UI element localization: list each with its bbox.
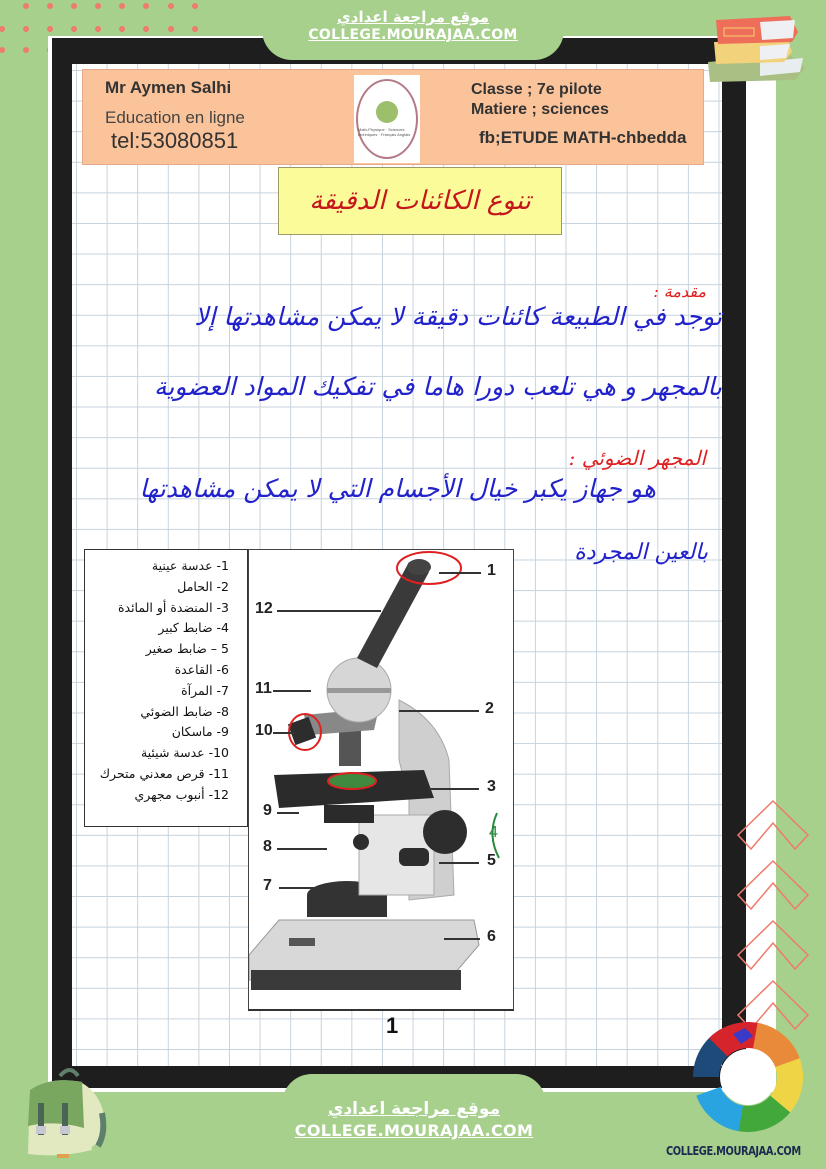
telephone: tel:53080851 <box>111 128 239 153</box>
legend-item: 7- المرآة <box>181 682 229 698</box>
microscope-def-line-1: هو جهاز يكبر خيال الأجسام التي لا يمكن مشاهدتها <box>139 474 656 503</box>
chevron-up-icon <box>733 853 813 913</box>
chevron-up-icon <box>733 793 813 853</box>
legend-item: 4- ضابط كبير <box>158 620 229 636</box>
microscope-illustration <box>249 550 514 1011</box>
header-block <box>82 69 704 165</box>
legend-item: 12- أنبوب مجهري <box>134 786 229 802</box>
diagram-label-10: 10 <box>255 722 273 739</box>
site-link[interactable]: COLLEGE.MOURAJAA.COM <box>294 1121 534 1140</box>
legend-item: 10- عدسة شيئية <box>140 745 229 761</box>
parts-legend <box>84 549 248 827</box>
site-name-arabic[interactable]: موقع مراجعة اعدادي <box>327 1099 501 1119</box>
diagram-label-4: 4 <box>489 824 498 841</box>
class-label: Classe ; 7e pilote <box>471 81 602 98</box>
intro-line-2: بالمجهر و هي تلعب دورا هاما في تفكيك المواد العضوية <box>154 372 722 401</box>
teacher-name: Mr Aymen Salhi <box>105 78 232 97</box>
facebook-label: fb;ETUDE MATH-chbedda <box>479 128 687 147</box>
backpack-icon <box>10 1058 110 1158</box>
legend-item: 2- الحامل <box>177 578 229 594</box>
education-label: Education en ligne <box>105 108 245 127</box>
subject-label: Matiere ; sciences <box>471 101 609 118</box>
site-link[interactable]: COLLEGE.MOURAJAA.COM <box>308 27 518 43</box>
legend-item: 11- قرص معدني متحرك <box>99 765 229 781</box>
microscope-diagram <box>248 549 514 1011</box>
legend-item: 9- ماسكان <box>171 724 229 740</box>
microscope-heading: المجهر الضوئي : <box>568 446 706 470</box>
footer-logo-text: COLLEGE.MOURAJAA.COM <box>666 1144 801 1158</box>
intro-line-1: توجد في الطبيعة كائنات دقيقة لا يمكن مشاهدتها إلا <box>194 302 722 331</box>
chevron-up-icon <box>733 913 813 973</box>
diagram-label-6: 6 <box>487 928 496 945</box>
tree-icon <box>376 101 398 123</box>
site-banner-top[interactable] <box>262 0 564 60</box>
diagram-label-8: 8 <box>263 838 272 855</box>
lesson-title: تنوع الكائنات الدقيقة <box>309 186 531 216</box>
legend-item: 1- عدسة عينية <box>151 558 229 573</box>
legend-item: 8- ضابط الضوئي <box>140 703 229 719</box>
education-wheel-logo <box>693 1022 803 1132</box>
diagram-label-11: 11 <box>255 680 272 697</box>
diagram-label-5: 5 <box>487 852 496 869</box>
page-number: 1 <box>386 1013 399 1038</box>
site-name-arabic[interactable]: موقع مراجعة اعدادي <box>337 8 489 26</box>
lesson-title-box <box>278 167 562 235</box>
diagram-label-3: 3 <box>487 778 496 795</box>
diagram-label-9: 9 <box>263 802 272 819</box>
books-icon <box>700 10 810 85</box>
legend-item: 3- المنضدة أو المائدة <box>117 599 229 615</box>
diagram-label-7: 7 <box>263 877 272 894</box>
diagram-label-12: 12 <box>255 600 273 617</box>
site-banner-bottom[interactable] <box>282 1074 546 1169</box>
diagram-label-1: 1 <box>487 562 496 579</box>
legend-item: 6- القاعدة <box>174 661 229 677</box>
legend-item: 5 – ضابط صغير <box>145 641 229 657</box>
intro-heading: مقدمة : <box>653 282 706 301</box>
diagram-label-2: 2 <box>485 700 494 717</box>
school-logo: Math-Physique · Sciences techniques · Français Anglais <box>354 75 420 163</box>
microscope-def-line-2: بالعين المجردة <box>574 540 708 565</box>
